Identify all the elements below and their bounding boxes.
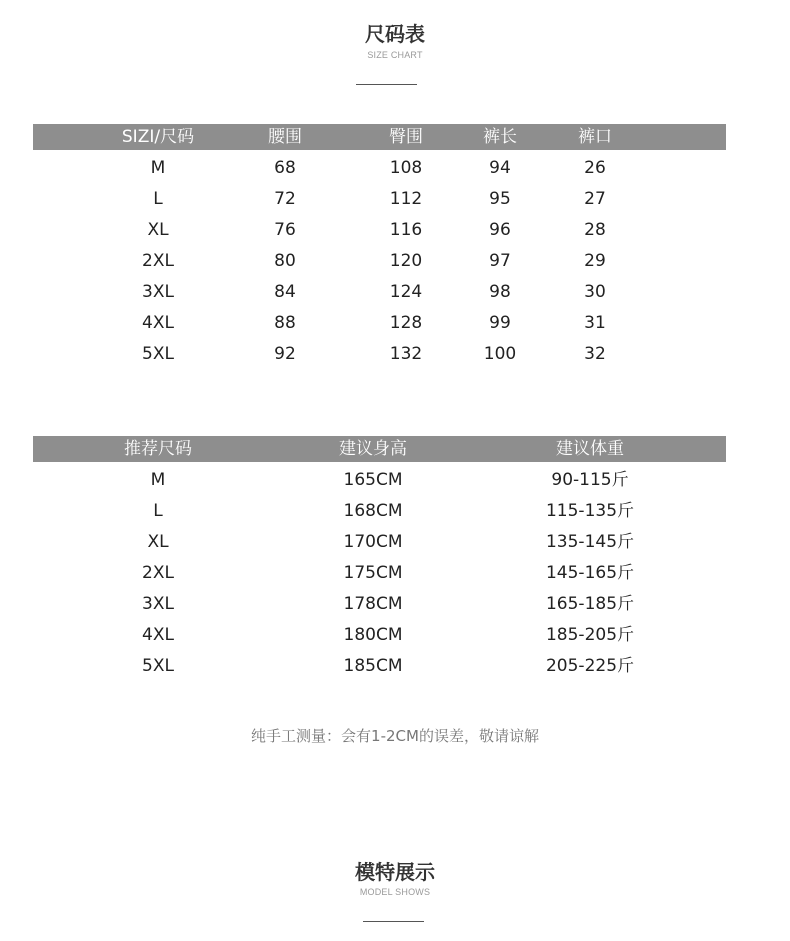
table-row	[33, 339, 726, 370]
table-row	[33, 215, 726, 246]
size-chart-title: 尺码表	[365, 22, 425, 46]
table-row	[33, 651, 726, 682]
cell-hip: 128	[389, 313, 423, 333]
table-row	[33, 527, 726, 558]
cell-size: L	[153, 501, 163, 521]
cell-height: 178CM	[343, 594, 403, 614]
cell-size: M	[150, 158, 166, 178]
measurement-note: 纯手工测量：会有1-2CM的误差，敬请谅解	[251, 727, 539, 745]
cell-height: 185CM	[343, 656, 403, 676]
size-chart-divider	[356, 84, 417, 85]
cell-pants-length: 99	[489, 313, 511, 333]
cell-weight: 165-185斤	[545, 594, 635, 614]
size-table-header	[33, 124, 726, 150]
cell-pants-length: 97	[489, 251, 511, 271]
cell-waist: 76	[274, 220, 296, 240]
cell-size: 4XL	[142, 625, 174, 645]
table-row	[33, 589, 726, 620]
cell-leg-opening: 30	[584, 282, 606, 302]
cell-height: 175CM	[343, 563, 403, 583]
cell-size: M	[150, 470, 166, 490]
cell-pants-length: 98	[489, 282, 511, 302]
header-suggested-weight: 建议体重	[556, 439, 624, 459]
header-hip: 臀围	[389, 127, 423, 147]
cell-weight: 205-225斤	[545, 656, 635, 676]
header-pants-length: 裤长	[483, 127, 517, 147]
cell-weight: 135-145斤	[545, 532, 635, 552]
cell-waist: 80	[274, 251, 296, 271]
cell-waist: 84	[274, 282, 296, 302]
cell-leg-opening: 29	[584, 251, 606, 271]
cell-size: 4XL	[142, 313, 174, 333]
cell-size: 5XL	[142, 344, 174, 364]
table-row	[33, 496, 726, 527]
cell-waist: 72	[274, 189, 296, 209]
recommend-table-header	[33, 436, 726, 462]
header-suggested-height: 建议身高	[339, 439, 407, 459]
header-waist: 腰围	[268, 127, 302, 147]
cell-leg-opening: 28	[584, 220, 606, 240]
cell-size: 3XL	[142, 282, 174, 302]
cell-pants-length: 96	[489, 220, 511, 240]
table-row	[33, 277, 726, 308]
cell-size: 3XL	[142, 594, 174, 614]
cell-size: 2XL	[142, 251, 174, 271]
cell-pants-length: 100	[483, 344, 517, 364]
header-size: SIZI/尺码	[121, 127, 195, 147]
cell-pants-length: 94	[489, 158, 511, 178]
model-section-subtitle: MODEL SHOWS	[359, 887, 431, 897]
cell-size: XL	[147, 220, 169, 240]
table-row	[33, 246, 726, 277]
cell-hip: 124	[389, 282, 423, 302]
cell-waist: 68	[274, 158, 296, 178]
cell-pants-length: 95	[489, 189, 511, 209]
cell-waist: 88	[274, 313, 296, 333]
model-section-title: 模特展示	[355, 860, 435, 884]
table-row	[33, 308, 726, 339]
model-section-divider	[363, 921, 424, 922]
header-recommended-size: 推荐尺码	[124, 439, 192, 459]
cell-size: XL	[147, 532, 169, 552]
table-row	[33, 465, 726, 496]
cell-hip: 116	[389, 220, 423, 240]
header-leg-opening: 裤口	[578, 127, 612, 147]
table-row	[33, 558, 726, 589]
table-row	[33, 184, 726, 215]
cell-hip: 108	[389, 158, 423, 178]
cell-height: 165CM	[343, 470, 403, 490]
cell-waist: 92	[274, 344, 296, 364]
cell-hip: 120	[389, 251, 423, 271]
table-row	[33, 620, 726, 651]
cell-leg-opening: 31	[584, 313, 606, 333]
cell-height: 168CM	[343, 501, 403, 521]
cell-leg-opening: 27	[584, 189, 606, 209]
cell-height: 180CM	[343, 625, 403, 645]
cell-weight: 90-115斤	[551, 470, 629, 490]
cell-size: L	[153, 189, 163, 209]
cell-leg-opening: 26	[584, 158, 606, 178]
cell-height: 170CM	[343, 532, 403, 552]
cell-weight: 185-205斤	[545, 625, 635, 645]
cell-hip: 132	[389, 344, 423, 364]
size-chart-subtitle: SIZE CHART	[367, 50, 423, 60]
table-row	[33, 153, 726, 184]
cell-size: 2XL	[142, 563, 174, 583]
cell-hip: 112	[389, 189, 423, 209]
cell-leg-opening: 32	[584, 344, 606, 364]
cell-weight: 115-135斤	[545, 501, 635, 521]
cell-weight: 145-165斤	[545, 563, 635, 583]
cell-size: 5XL	[142, 656, 174, 676]
